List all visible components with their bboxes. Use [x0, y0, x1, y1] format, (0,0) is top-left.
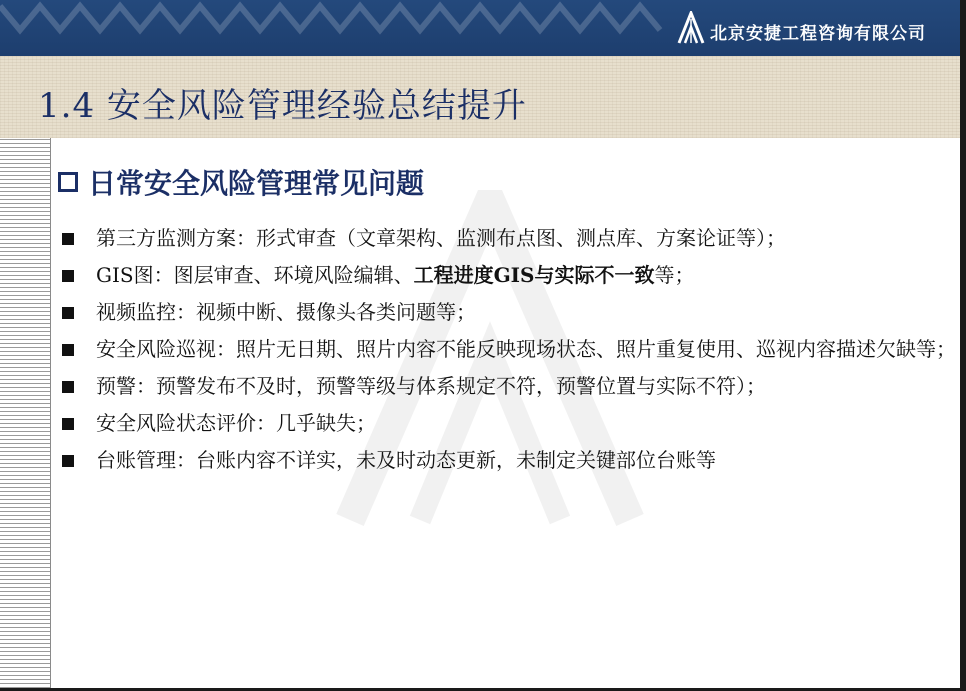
- header-bar: [0, 0, 960, 56]
- list-item-text-emphasis: 工程进度GIS与实际不一致: [413, 263, 655, 287]
- bullet-square-icon: [62, 418, 74, 430]
- bullet-square-icon: [62, 455, 74, 467]
- section-heading: [58, 162, 424, 202]
- left-stripe-decoration: [0, 138, 51, 688]
- bullet-square-icon: [62, 344, 74, 356]
- list-item: [62, 263, 956, 288]
- list-item: [62, 448, 956, 473]
- list-item-text-prefix: GIS图：图层审查、环境风险编辑、: [96, 263, 414, 287]
- list-item-text: 台账管理：台账内容不详实，未及时动态更新，未制定关键部位台账等: [96, 448, 716, 472]
- bullet-square-icon: [62, 270, 74, 282]
- list-item: [62, 226, 956, 251]
- list-item-text: 第三方监测方案：形式审查（文章架构、监测布点图、测点库、方案论证等）；: [96, 226, 786, 250]
- company-logo: [676, 10, 926, 46]
- list-item: [62, 374, 956, 399]
- bullet-square-icon: [62, 381, 74, 393]
- section-heading-label: 日常安全风险管理常见问题: [88, 167, 425, 200]
- bullet-square-icon: [62, 307, 74, 319]
- list-item-text-suffix: 等；: [654, 263, 695, 287]
- list-item-text: 安全风险状态评价：几乎缺失；: [96, 411, 376, 435]
- bullet-square-icon: [62, 233, 74, 245]
- list-item: [62, 300, 956, 325]
- list-item: [62, 337, 956, 362]
- company-name: 北京安捷工程咨询有限公司: [710, 23, 926, 44]
- list-item-text: 视频监控：视频中断、摄像头各类问题等；: [96, 300, 476, 324]
- list-item-text: 安全风险巡视：照片无日期、照片内容不能反映现场状态、照片重复使用、巡视内容描述欠缺等；: [96, 337, 956, 361]
- slide-title: 1.4 安全风险管理经验总结提升: [38, 86, 527, 126]
- list-item-text: 预警：预警发布不及时，预警等级与体系规定不符，预警位置与实际不符）；: [96, 374, 766, 398]
- hollow-square-icon: [58, 172, 78, 192]
- list-item-text: [96, 263, 956, 288]
- issue-list: [62, 226, 956, 485]
- company-logo-a-icon: [676, 11, 706, 45]
- list-item: [62, 411, 956, 436]
